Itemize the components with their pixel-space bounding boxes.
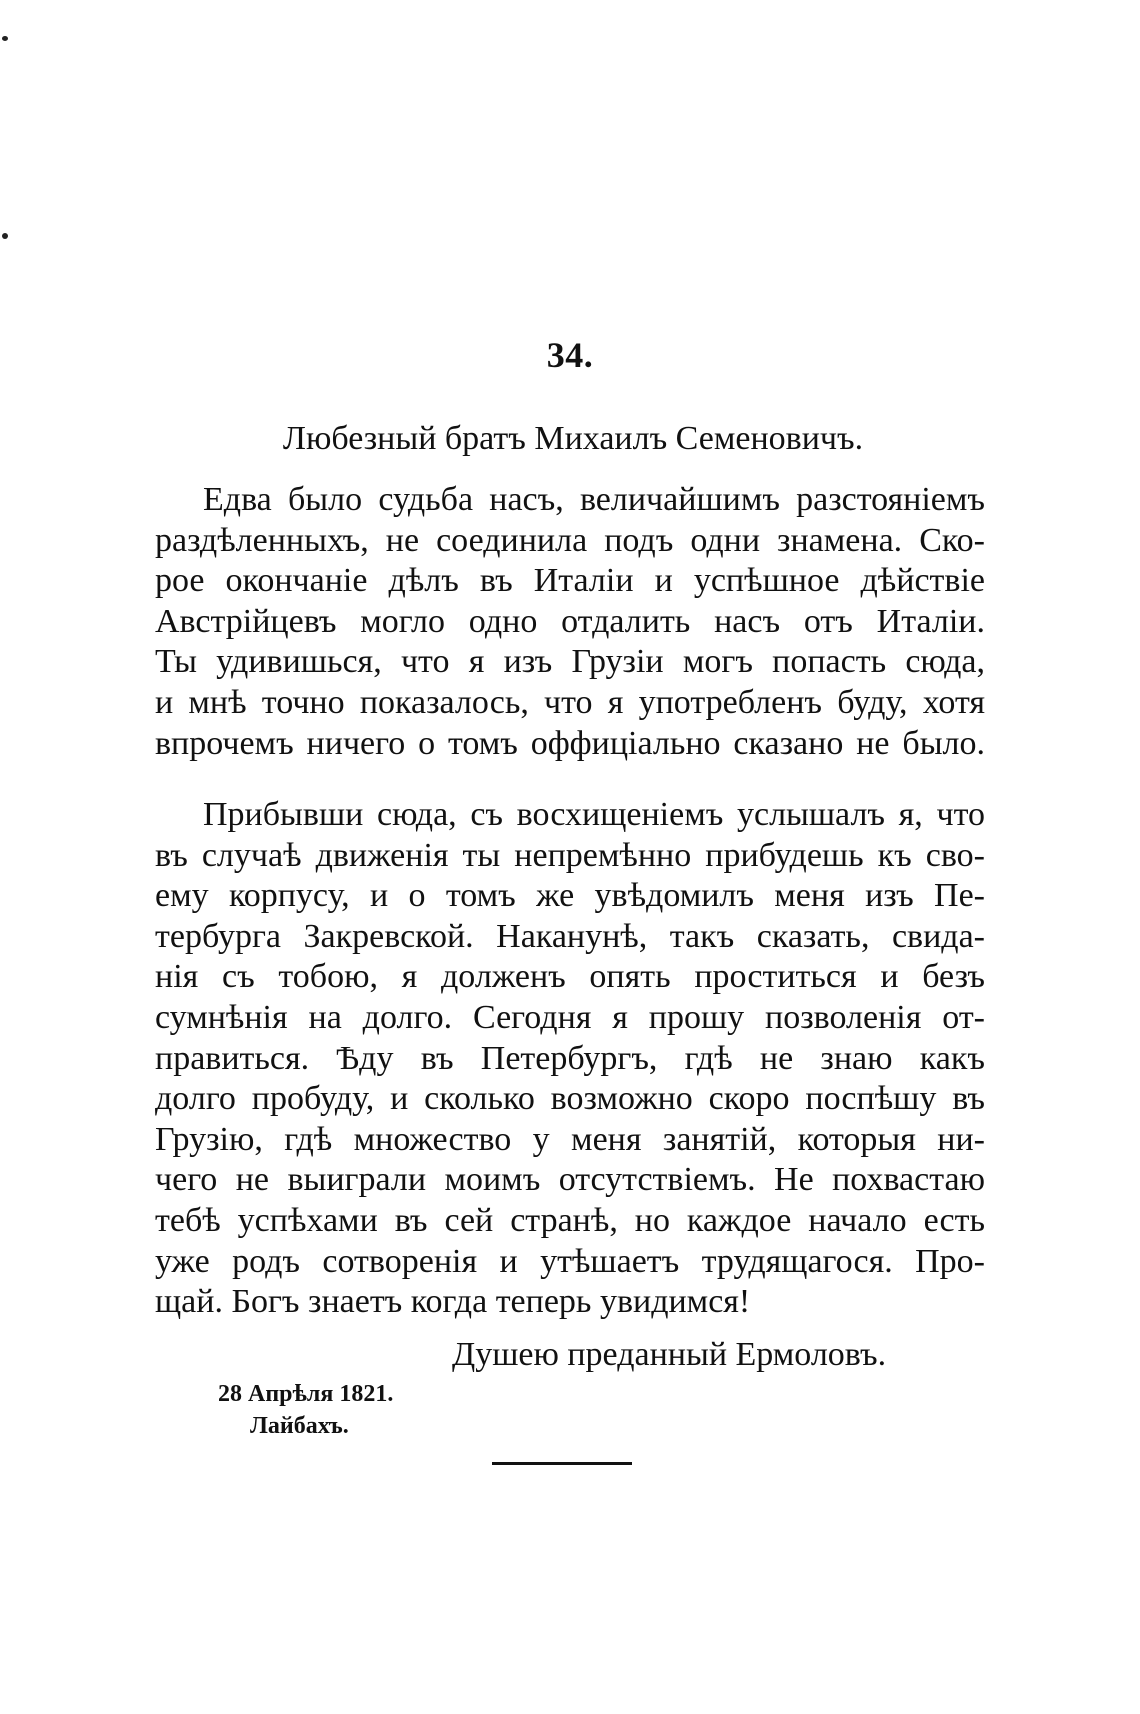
- text-line: ему корпусу, и о томъ же увѣдомилъ меня изъ Пе-: [155, 877, 985, 915]
- text-line: тербурга Закревской. Наканунѣ, такъ сказать, свида-: [155, 917, 985, 955]
- text-line: долго пробуду, и сколько возможно скоро поспѣшу въ: [155, 1080, 985, 1118]
- text-line: впрочемъ ничего о томъ оффиціально сказано не было.: [155, 724, 985, 762]
- text-line: правиться. Ѣду въ Петербургъ, гдѣ не знаю какъ: [155, 1039, 985, 1077]
- letter-date: 28 Апрѣля 1821.: [218, 1381, 394, 1407]
- text-line: Ты удивишься, что я изъ Грузіи могъ попасть сюда,: [155, 643, 985, 681]
- paragraph-2: [155, 795, 985, 1323]
- text-line: рое окончаніе дѣлъ въ Италіи и успѣшное дѣйствіе: [155, 562, 985, 600]
- text-line: Прибывши сюда, съ восхищеніемъ услышалъ я, что: [203, 796, 985, 833]
- letter-place: Лайбахъ.: [250, 1413, 349, 1439]
- text-line: Едва было судьба насъ, величайшимъ разстояніемъ: [203, 481, 985, 518]
- text-line: Австрійцевъ могло одно отдалить насъ отъ Италіи.: [155, 602, 985, 640]
- text-line: раздѣленныхъ, не соединила подъ одни знамена. Ско-: [155, 521, 985, 559]
- text-line: щай. Богъ знаетъ когда теперь увидимся!: [155, 1283, 751, 1321]
- text-line: тебѣ успѣхами въ сей странѣ, но каждое начало есть: [155, 1201, 985, 1239]
- paragraph-1: [155, 480, 985, 764]
- salutation: Любезный братъ Михаилъ Семеновичъ.: [282, 420, 864, 457]
- dateline: [218, 1378, 393, 1442]
- text-line: нія съ тобою, я долженъ опять проститься и безъ: [155, 958, 985, 996]
- signature: Душею преданный Ермоловъ.: [452, 1336, 887, 1373]
- text-line: чего не выиграли моимъ отсутствіемъ. Не похвастаю: [155, 1161, 985, 1199]
- scan-speck: [2, 36, 8, 41]
- letter-number: 34.: [546, 335, 594, 375]
- scan-speck: [2, 233, 8, 239]
- text-line: уже родъ сотворенія и утѣшаетъ трудящагося. Про-: [155, 1242, 985, 1280]
- section-divider: [492, 1462, 632, 1465]
- text-line: сумнѣнія на долго. Сегодня я прошу позволенія от-: [155, 998, 985, 1036]
- text-line: и мнѣ точно показалось, что я употребленъ буду, хотя: [155, 683, 985, 721]
- text-line: Грузію, гдѣ множество у меня занятій, которыя ни-: [155, 1120, 985, 1158]
- text-line: въ случаѣ движенія ты непремѣнно прибудешь къ сво-: [155, 836, 985, 874]
